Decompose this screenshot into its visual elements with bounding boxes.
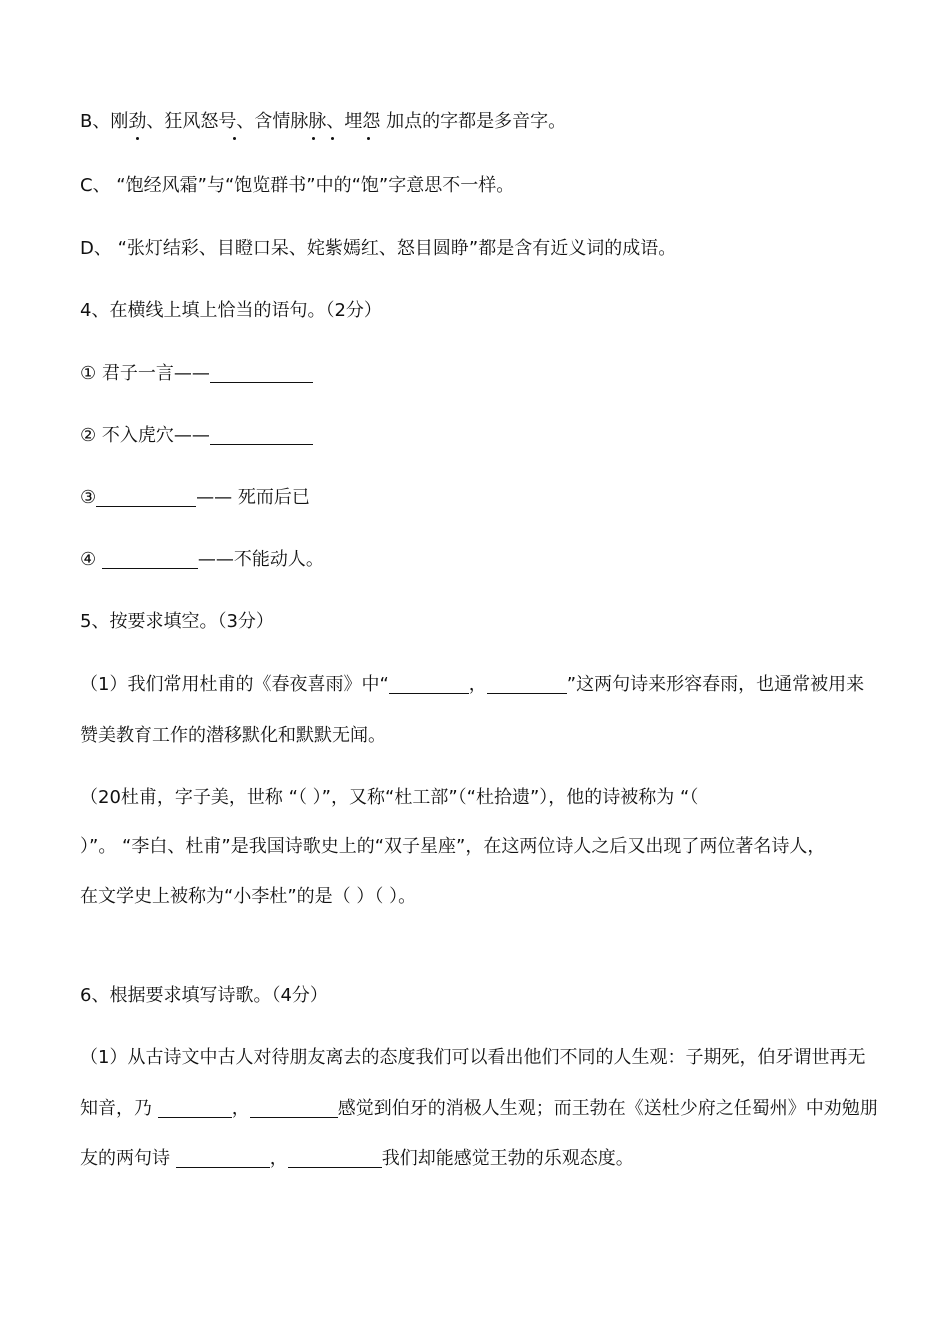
question-5-part-2-line-2: [80, 835, 825, 859]
question-5-title: [80, 610, 274, 634]
q5-part-2-text-a: （20杜甫，字子美，世称 “（ ）”，又称“杜工部”（“杜拾遗”），他的诗被称为 “（: [80, 787, 699, 808]
emphasis-dot: [136, 137, 139, 140]
q5-part-1-text-b: ”这两句诗来形容春雨，也通常被用来: [566, 674, 865, 695]
answer-blank[interactable]: [102, 548, 198, 569]
q5-part-1-text-a: （1）我们常用杜甫的《春夜喜雨》中“: [80, 674, 389, 695]
question-6-part-1-line-1: [80, 1046, 865, 1070]
q6-part-1-text-e: 我们却能感觉王勃的乐观态度。: [381, 1148, 634, 1169]
question-4-item-1: [80, 362, 313, 386]
q6-part-1-text-a: （1）从古诗文中古人对待朋友离去的态度我们可以看出他们不同的人生观：子期死，伯牙谓世再无: [80, 1047, 866, 1068]
q4-item-3-number: ③: [80, 487, 97, 508]
q4-item-2-text: ② 不入虎穴——: [80, 425, 210, 446]
question-5-text: 5、按要求填空。（3分）: [80, 611, 274, 632]
question-4-item-2: [80, 424, 313, 448]
q4-item-4-number: ④: [80, 549, 102, 570]
question-4-item-3: [80, 486, 310, 510]
option-c: [80, 174, 514, 198]
q6-part-1-comma: ，: [231, 1098, 250, 1119]
question-5-part-2-line-1: [80, 786, 698, 810]
q4-item-1-text: ① 君子一言——: [80, 363, 210, 384]
emphasis-dot: [367, 137, 370, 140]
answer-blank[interactable]: [158, 1097, 232, 1118]
q6-part-1-comma: ，: [269, 1148, 288, 1169]
question-6-title: [80, 984, 328, 1008]
option-d-text: D、 “张灯结彩、目瞪口呆、姹紫嫣红、怒目圆睁”都是含有近义词的成语。: [80, 238, 677, 259]
question-5-part-2-line-3: [80, 885, 416, 909]
question-5-part-1-line-1: [80, 673, 864, 697]
answer-blank[interactable]: [288, 1147, 382, 1168]
option-c-text: C、 “饱经风霜”与“饱览群书”中的“饱”字意思不一样。: [80, 175, 515, 196]
question-4-title: [80, 299, 382, 323]
answer-blank[interactable]: [210, 424, 313, 445]
option-b-text: B、刚劲、狂风怒号、含情脉脉、埋怨 加点的字都是多音字。: [80, 111, 567, 132]
question-4-text: 4、在横线上填上恰当的语句。（2分）: [80, 300, 382, 321]
q4-item-3-text: —— 死而后已: [196, 487, 310, 508]
q4-item-4-text: ——不能动人。: [197, 549, 324, 570]
q5-part-2-text-b: ）”。 “李白、杜甫”是我国诗歌史上的“双子星座”，在这两位诗人之后又出现了两位著名诗人，: [80, 836, 826, 857]
question-6-part-1-line-3: [80, 1147, 634, 1171]
answer-blank[interactable]: [176, 1147, 270, 1168]
emphasis-dot: [331, 137, 334, 140]
option-d: [80, 237, 676, 261]
answer-blank[interactable]: [389, 673, 469, 694]
emphasis-dot: [312, 137, 315, 140]
answer-blank[interactable]: [96, 486, 196, 507]
q5-part-1-comma: ，: [468, 674, 487, 695]
q5-part-1-text-c: 赞美教育工作的潜移默化和默默无闻。: [80, 725, 386, 746]
question-6-part-1-line-2: [80, 1097, 878, 1121]
emphasis-dot: [233, 137, 236, 140]
q6-part-1-text-c: 感觉到伯牙的消极人生观；而王勃在《送杜少府之任蜀州》中劝勉朋: [337, 1098, 878, 1119]
question-5-part-1-line-2: [80, 724, 386, 748]
question-6-text: 6、根据要求填写诗歌。（4分）: [80, 985, 328, 1006]
answer-blank[interactable]: [487, 673, 567, 694]
answer-blank[interactable]: [250, 1097, 338, 1118]
question-4-item-4: [80, 548, 324, 572]
q6-part-1-text-d: 友的两句诗: [80, 1148, 176, 1169]
q6-part-1-text-b: 知音，乃: [80, 1098, 158, 1119]
answer-blank[interactable]: [210, 362, 313, 383]
option-b: [80, 110, 566, 134]
q5-part-2-text-c: 在文学史上被称为“小李杜”的是（ ）（ ）。: [80, 886, 417, 907]
